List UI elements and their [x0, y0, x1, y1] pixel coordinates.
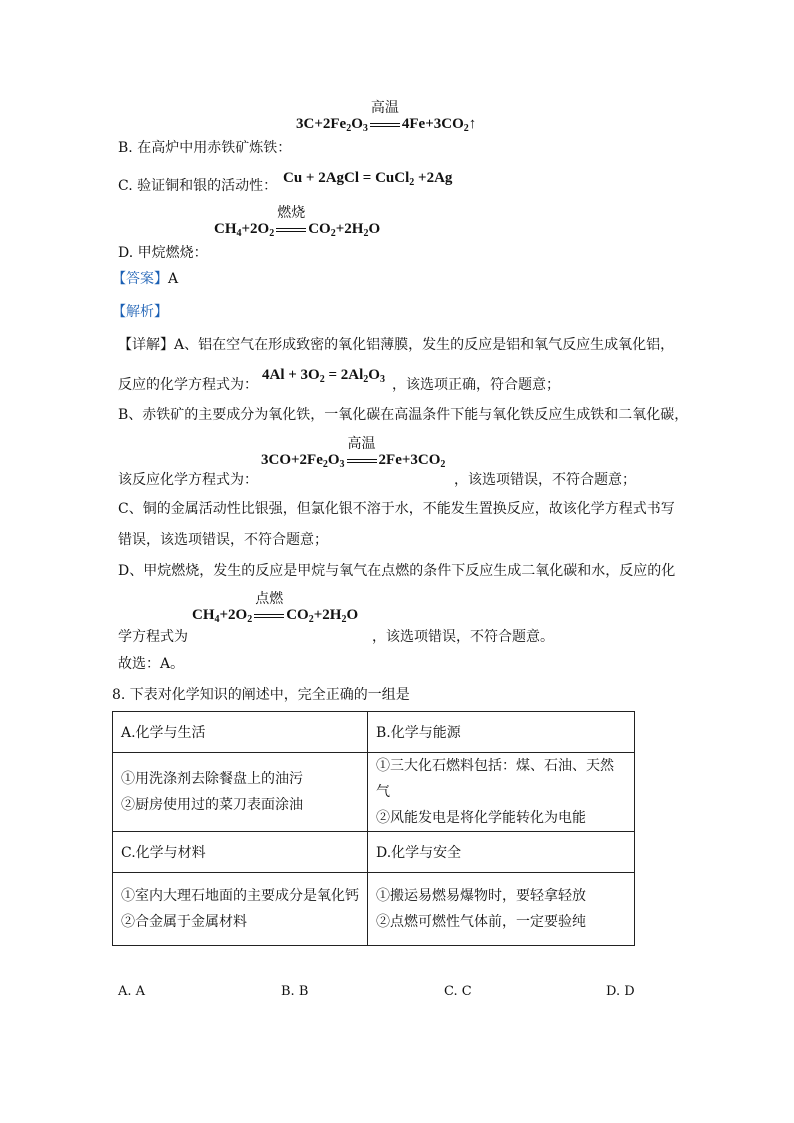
cell-c-head: C.化学与材料 [113, 832, 368, 873]
answer-line [112, 270, 178, 288]
cell-b-body: ①三大化石燃料包括：煤、石油、天然气 ②风能发电是将化学能转化为电能 [368, 753, 635, 832]
answer-tag: 【答案】 [112, 271, 168, 287]
detail-line-2-post: ，该选项正确，符合题意； [392, 377, 560, 393]
analysis-tag: 【解析】 [112, 304, 168, 320]
detail-line-4-post: ，该选项错误，不符合题意； [454, 472, 636, 488]
equation-al-o2: $4Al + 3O_2 = 2Al_2O_3$ [262, 367, 385, 385]
cell-a-body: ①用洗涤剂去除餐盘上的油污 ②厨房使用过的菜刀表面涂油 [113, 753, 368, 832]
cell-d-head: D.化学与安全 [368, 832, 635, 873]
cell-a-head: A.化学与生活 [113, 712, 368, 753]
detail-line-5: C、铜的金属活动性比银强，但氯化银不溶于水，不能发生置换反应，故该化学方程式书写 [118, 501, 675, 517]
choice-d[interactable]: D. D [606, 984, 635, 999]
detail-tag: 【详解】 [118, 337, 174, 353]
equation-ch4-ignition: $CH_4+2O_2$ 点燃 $CO_2+2H_2O$ [192, 591, 359, 625]
question-8-title: 8. 下表对化学知识的阐述中，完全正确的一组是 [112, 687, 410, 703]
cell-d-body: ①搬运易燃易爆物时，要轻拿轻放 ②点燃可燃性气体前，一定要验纯 [368, 873, 635, 946]
answer-value: A [168, 271, 179, 287]
detail-line-6: 错误，该选项错误，不符合题意； [118, 532, 328, 548]
cell-b-head: B.化学与能源 [368, 712, 635, 753]
detail-line-4-pre: 该反应化学方程式为： [118, 472, 258, 488]
knowledge-table [112, 711, 635, 946]
choice-b[interactable]: B. B [281, 984, 309, 999]
detail-line-7: D、甲烷燃烧，发生的反应是甲烷与氧气在点燃的条件下反应生成二氧化碳和水，反应的化 [118, 563, 676, 579]
choice-a[interactable]: A. A [118, 984, 146, 999]
detail-line-8-post: ，该选项错误，不符合题意。 [372, 629, 554, 645]
option-d-text: D. 甲烷燃烧： [118, 245, 208, 261]
detail-line-3: B、赤铁矿的主要成分为氧化铁，一氧化碳在高温条件下能与氧化铁反应生成铁和二氧化碳， [118, 407, 689, 423]
detail-line-1: 【详解】A、铝在空气在形成致密的氧化铝薄膜，发生的反应是铝和氧气反应生成氧化铝， [118, 337, 675, 353]
equation-cu-agcl: Cu + 2AgCl = CuCl$_2$ +2Ag [283, 170, 453, 188]
detail-line-8-pre: 学方程式为 [118, 629, 188, 645]
equation-ch4-combustion: $CH_4+2O_2$ 燃烧 $CO_2+2H_2O$ [214, 205, 381, 239]
equation-fe2o3-carbon: $3C+2Fe_2O_3$ 高温 $4Fe+3CO_2↑$ [296, 100, 477, 134]
choice-c[interactable]: C. C [444, 984, 472, 999]
option-c-text: C. 验证铜和银的活动性： [118, 178, 278, 194]
option-b-text: B. 在高炉中用赤铁矿炼铁： [118, 140, 292, 156]
conclusion: 故选：A。 [118, 656, 185, 672]
cell-c-body: ①室内大理石地面的主要成分是氧化钙 ②合金属于金属材料 [113, 873, 368, 946]
detail-line-2: 反应的化学方程式为： [118, 377, 258, 393]
equation-co-fe2o3: $3CO+2Fe_2O_3$ 高温 $2Fe+3CO_2$ [261, 436, 446, 470]
